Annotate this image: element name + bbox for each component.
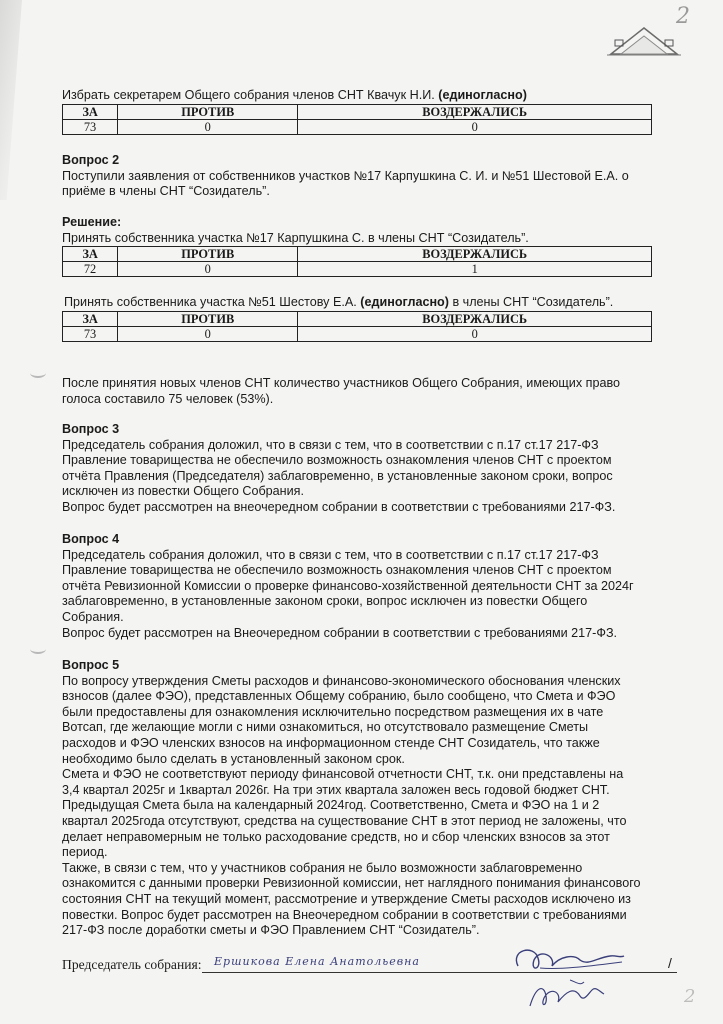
text-line: Предыдущая Смета была на календарный 2024год. Соответственно, Смета и ФЭО на 1 и 2	[62, 798, 600, 813]
text-line: повестки. Вопрос будет рассмотрен на Внеочередном собрании в соответствии с требованиями	[62, 907, 627, 922]
signature-separator: /	[668, 955, 672, 971]
question-2-body: Поступили заявления от собственников участков №17 Карпушкина С. И. и №51 Шестовой Е.А. о приёме в члены СНТ “Созидатель”.	[62, 168, 629, 199]
secretary-election	[62, 88, 662, 104]
votes-abstained: 0	[298, 120, 652, 135]
text-line: Правление товарищества не обеспечило возможность ознакомления членов СНТ с проектом	[62, 453, 612, 468]
text-line: отчёта Ревизионной Комиссии о проверке финансово-хозяйственной деятельности СНТ за 2024г	[62, 578, 634, 593]
header-against: ПРОТИВ	[118, 105, 298, 120]
vote-table-decision-2	[62, 311, 652, 342]
vote-table-decision-1	[62, 246, 652, 277]
decision-2	[64, 295, 664, 311]
votes-against: 0	[118, 262, 298, 277]
text-line: Также, в связи с тем, что у участников собрания не было возможности заблаговременно	[62, 860, 583, 875]
question-2-heading: Вопрос 2	[62, 153, 120, 167]
votes-for: 73	[63, 120, 118, 135]
page-number-bottom: 2	[684, 986, 696, 1007]
votes-abstained: 1	[298, 262, 652, 277]
text-line: Вопрос будет рассмотрен на Внеочередном собрании в соответствии с требованиями 217-ФЗ.	[62, 625, 618, 640]
header-for: ЗА	[63, 312, 118, 327]
votes-against: 0	[118, 327, 298, 342]
members-count-text: После принятия новых членов СНТ количество участников Общего Собрания, имеющих право голоса составило 75 человек (53%).	[62, 376, 620, 406]
text-line: были предоставлены для ознакомления исключительно посредством размещения их в чате	[62, 704, 604, 719]
text-line: Вотсап, где желающие могли с ними ознакомиться, но отсутствовало размещение Сметы	[62, 720, 589, 735]
text-line: Смета и ФЭО не соответствуют периоду финансовой отчетности СНТ, т.к. они представлены на	[62, 767, 624, 782]
punch-hole-mark	[30, 644, 46, 654]
text-line: По вопросу утверждения Сметы расходов и финансово-экономического обоснования членских	[62, 673, 621, 688]
text-line: заблаговременно, в установленные законом сроки, вопрос исключен из повестки Общего	[62, 594, 588, 609]
question-5	[62, 658, 662, 939]
text-line: период.	[62, 845, 108, 860]
unanimous-mark: (единогласно)	[438, 88, 527, 102]
members-count-note	[62, 376, 662, 407]
text-line: квартал 2025года отсутствуют, средства на существование СНТ в этот период не заложены, что	[62, 813, 627, 828]
text-line: Председатель собрания доложил, что в связи с тем, что в соответствии с п.17 ст.17 217-ФЗ	[62, 547, 599, 562]
question-3-heading: Вопрос 3	[62, 422, 120, 436]
question-2	[62, 153, 662, 200]
text-line: необходимо было сделать в установленный законом срок.	[62, 751, 405, 766]
text-line: Собрания.	[62, 609, 124, 624]
votes-for: 72	[63, 262, 118, 277]
header-against: ПРОТИВ	[118, 312, 298, 327]
punch-hole-mark	[30, 368, 46, 378]
text-line: отчёта Правления (Председателя) заблаговременно, в установленные законом сроки, вопрос	[62, 468, 613, 483]
handwritten-chairman-name: Ершикова Елена Анатольевна	[214, 955, 420, 968]
decision-2-text: Принять собственника участка №51 Шестову Е.А.	[64, 295, 361, 309]
header-abstained: ВОЗДЕРЖАЛИСЬ	[298, 247, 652, 262]
header-for: ЗА	[63, 105, 118, 120]
decision-2-text-end: в члены СНТ “Созидатель”.	[448, 295, 614, 309]
text-line: 3,4 квартал 2025г и 1квартал 2026г. На три этих квартала заложен весь годовой бюджет СНТ.	[62, 782, 610, 797]
votes-against: 0	[118, 120, 298, 135]
question-4-heading: Вопрос 4	[62, 532, 120, 546]
decision-heading: Решение:	[62, 215, 122, 229]
question-3	[62, 422, 662, 516]
votes-abstained: 0	[298, 327, 652, 342]
secretary-text: Избрать секретарем Общего собрания членов СНТ Квачук Н.И.	[62, 88, 439, 102]
text-line: Председатель собрания доложил, что в связи с тем, что в соответствии с п.17 ст.17 217-ФЗ	[62, 437, 599, 452]
page-number: 2	[676, 4, 690, 29]
header-for: ЗА	[63, 247, 118, 262]
snt-logo-icon	[607, 24, 681, 58]
page-edge-shadow	[0, 0, 22, 200]
text-line: состояния СНТ на текущий момент, рассмотрение и утверждение Сметы расходов исключено из	[62, 891, 631, 906]
text-line: ознакомится с данными проверки Ревизионной комиссии, нет наглядного понимания финансового	[62, 876, 641, 891]
text-line: Правление товарищества не обеспечило возможность ознакомления членов СНТ с проектом	[62, 563, 612, 578]
decision-1-text: Принять собственника участка №17 Карпушкина С. в члены СНТ “Созидатель”.	[62, 230, 529, 245]
votes-for: 73	[63, 327, 118, 342]
question-4	[62, 532, 662, 641]
text-line: Вопрос будет рассмотрен на внеочередном собрании в соответствии с требованиями 217-ФЗ.	[62, 499, 616, 514]
text-line: делает неправомерным не только расходование средств, но и сбор членских взносов за этот	[62, 829, 610, 844]
text-line: расходов и ФЭО членских взносов на информационном стенде СНТ Созидатель, что также	[62, 735, 600, 750]
vote-table-secretary	[62, 104, 652, 135]
text-line: 217-ФЗ после доработки сметы и ФЭО Правлением СНТ “Созидатель”.	[62, 923, 480, 938]
text-line: взносов (далее ФЭО), представленных Общему собранию, было сообщено, что Смета и ФЭО	[62, 689, 616, 704]
header-abstained: ВОЗДЕРЖАЛИСЬ	[298, 312, 652, 327]
text-line: исключен из повестки Общего Собрания.	[62, 484, 304, 499]
decision-block	[62, 215, 662, 246]
chairman-label: Председатель собрания:	[62, 957, 202, 972]
handwritten-signature	[500, 936, 630, 1016]
question-5-heading: Вопрос 5	[62, 658, 120, 672]
header-abstained: ВОЗДЕРЖАЛИСЬ	[298, 105, 652, 120]
unanimous-mark: (единогласно)	[360, 295, 449, 309]
header-against: ПРОТИВ	[118, 247, 298, 262]
